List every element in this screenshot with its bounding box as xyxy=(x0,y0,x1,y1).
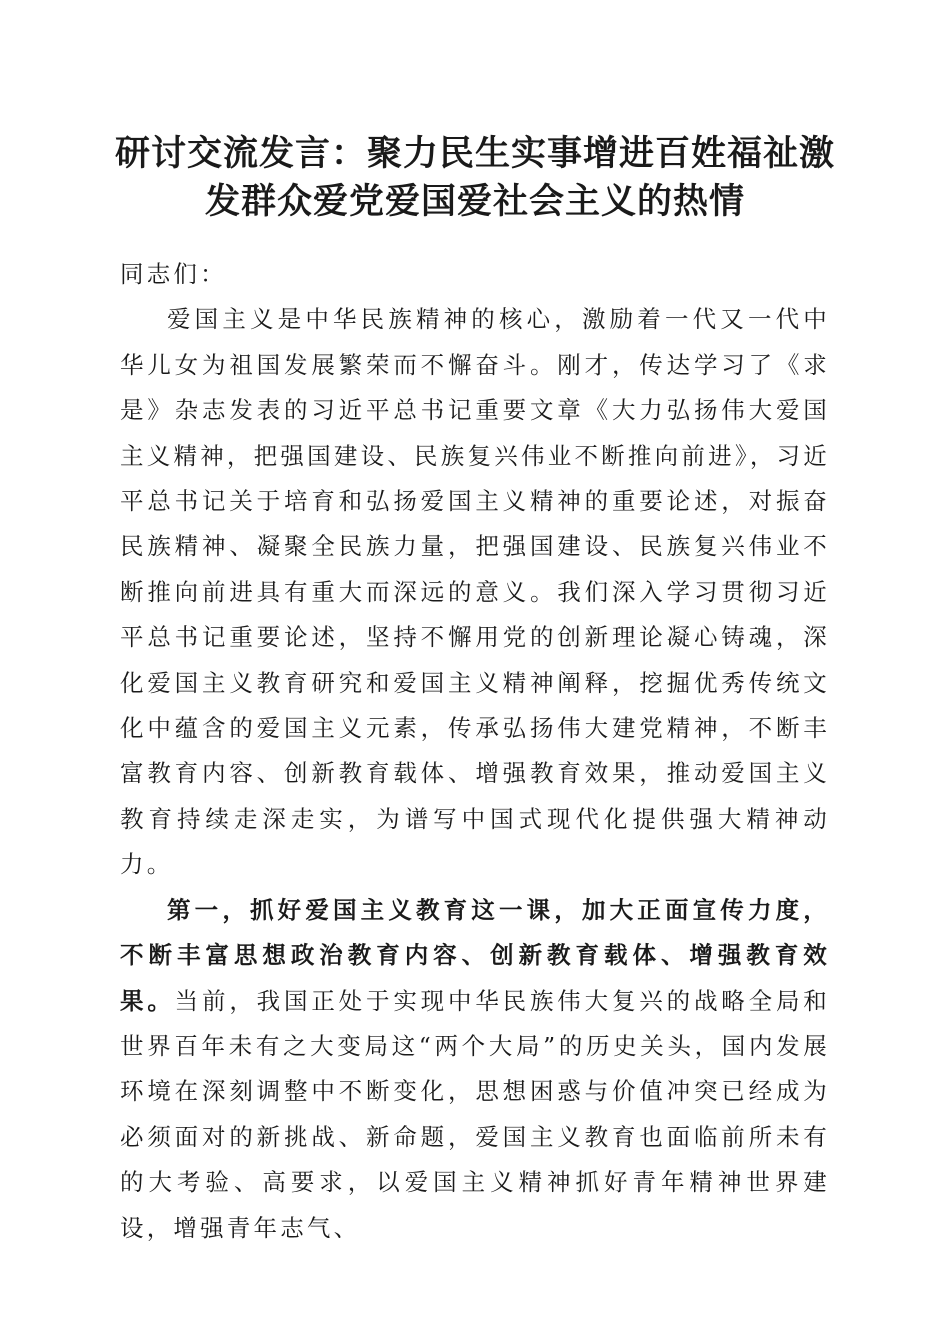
paragraph-intro xyxy=(120,297,830,887)
document-title: 研讨交流发言：聚力民生实事增进百姓福祉激发群众爱党爱国爱社会主义的热情 xyxy=(114,133,835,222)
document-body xyxy=(120,252,830,1251)
paragraph-point-one-text: 当前，我国正处于实现中华民族伟大复兴的战略全局和世界百年未有之大变局这“两个大局”的历史关头，国内发展环境在深刻调整中不断变化，思想困惑与价值冲突已经成为必须面对的新挑战、新命题，爱国主义教育也面临前所未有的大考验、高要求，以爱国主义精神抓好青年精神世界建设，增强青年志气、 xyxy=(120,986,830,1242)
paragraph-point-one xyxy=(120,888,830,1251)
salutation: 同志们： xyxy=(120,260,227,288)
paragraph-intro-text: 爱国主义是中华民族精神的核心，激励着一代又一代中华儿女为祖国发展繁荣而不懈奋斗。刚才，传达学习了《求是》杂志发表的习近平总书记重要文章《大力弘扬伟大爱国主义精神，把强国建设、民族复兴伟业不断推向前进》，习近平总书记关于培育和弘扬爱国主义精神的重要论述，对振奋民族精神、凝聚全民族力量，把强国建设、民族复兴伟业不断推向前进具有重大而深远的意义。我们深入学习贯彻习近平总书记重要论述，坚持不懈用党的创新理论凝心铸魂，深化爱国主义教育研究和爱国主义精神阐释，挖掘优秀传统文化中蕴含的爱国主义元素，传承弘扬伟大建党精神，不断丰富教育内容、创新教育载体、增强教育效果，推动爱国主义教育持续走深走实，为谱写中国式现代化提供强大精神动力。 xyxy=(120,305,830,879)
paragraph-point-one-heading: 第一，抓好爱国主义教育这一课，加大正面宣传力度，不断丰富思想政治教育内容、创新教育载体、增强教育效果。 xyxy=(120,895,830,1015)
